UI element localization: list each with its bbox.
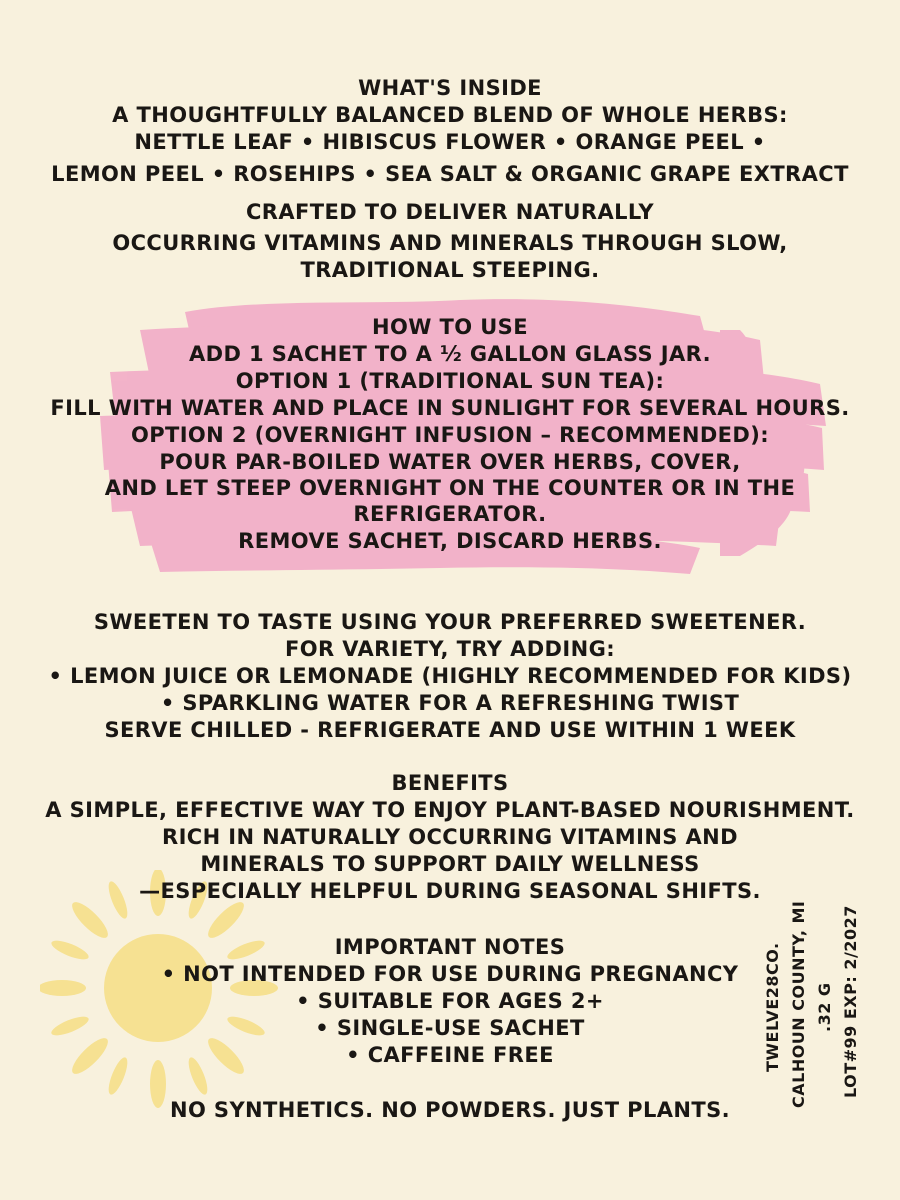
- benefits-line: A SIMPLE, EFFECTIVE WAY TO ENJOY PLANT-BASED NOURISHMENT.: [45, 798, 855, 822]
- how-to-use-line: AND LET STEEP OVERNIGHT ON THE COUNTER OR IN THE: [104, 476, 796, 500]
- section-heading-important-notes: IMPORTANT NOTES: [334, 935, 566, 959]
- serving-line: SERVE CHILLED - REFRIGERATE AND USE WITHIN 1 WEEK: [104, 718, 796, 742]
- how-to-use-line: OPTION 2 (OVERNIGHT INFUSION – RECOMMENDED):: [130, 423, 770, 447]
- intro-line: CRAFTED TO DELIVER NATURALLY: [245, 200, 655, 224]
- how-to-use-line: ADD 1 SACHET TO A ½ GALLON GLASS JAR.: [189, 342, 711, 366]
- how-to-use-line: POUR PAR-BOILED WATER OVER HERBS, COVER,: [159, 450, 741, 474]
- footer-tagline: NO SYNTHETICS. NO POWDERS. JUST PLANTS.: [169, 1098, 730, 1122]
- how-to-use-line: REFRIGERATOR.: [353, 502, 547, 526]
- how-to-use-line: FILL WITH WATER AND PLACE IN SUNLIGHT FOR SEVERAL HOURS.: [50, 396, 850, 420]
- intro-line: A THOUGHTFULLY BALANCED BLEND OF WHOLE HERBS:: [112, 103, 788, 127]
- serving-line: FOR VARIETY, TRY ADDING:: [284, 637, 616, 661]
- notes-line: • NOT INTENDED FOR USE DURING PREGNANCY: [161, 962, 739, 986]
- notes-line: • SUITABLE FOR AGES 2+: [296, 989, 604, 1013]
- notes-line: • CAFFEINE FREE: [346, 1043, 554, 1067]
- section-heading-benefits: BENEFITS: [391, 771, 509, 795]
- how-to-use-line: REMOVE SACHET, DISCARD HERBS.: [238, 529, 662, 553]
- intro-line: NETTLE LEAF • HIBISCUS FLOWER • ORANGE PEEL •: [134, 130, 766, 154]
- side-label-brand: TWELVE28CO.: [763, 942, 782, 1072]
- benefits-line: —ESPECIALLY HELPFUL DURING SEASONAL SHIFTS.: [139, 879, 761, 903]
- section-heading-whats-inside: WHAT'S INSIDE: [358, 76, 542, 100]
- serving-line: • LEMON JUICE OR LEMONADE (HIGHLY RECOMMENDED FOR KIDS): [48, 664, 852, 688]
- intro-line: TRADITIONAL STEEPING.: [300, 258, 600, 282]
- serving-line: • SPARKLING WATER FOR A REFRESHING TWIST: [160, 691, 740, 715]
- side-label-lot-exp: LOT#99 EXP: 2/2027: [841, 905, 860, 1098]
- notes-line: • SINGLE-USE SACHET: [315, 1016, 585, 1040]
- intro-line: LEMON PEEL • ROSEHIPS • SEA SALT & ORGANIC GRAPE EXTRACT: [51, 162, 849, 186]
- serving-line: SWEETEN TO TASTE USING YOUR PREFERRED SWEETENER.: [93, 610, 807, 634]
- side-label-weight: .32 G: [815, 982, 834, 1032]
- benefits-line: RICH IN NATURALLY OCCURRING VITAMINS AND: [162, 825, 738, 849]
- how-to-use-line: OPTION 1 (TRADITIONAL SUN TEA):: [235, 369, 665, 393]
- intro-line: OCCURRING VITAMINS AND MINERALS THROUGH SLOW,: [112, 231, 788, 255]
- section-heading-how-to-use: HOW TO USE: [372, 315, 528, 339]
- benefits-line: MINERALS TO SUPPORT DAILY WELLNESS: [200, 852, 700, 876]
- side-label-location: CALHOUN COUNTY, MI: [789, 900, 808, 1108]
